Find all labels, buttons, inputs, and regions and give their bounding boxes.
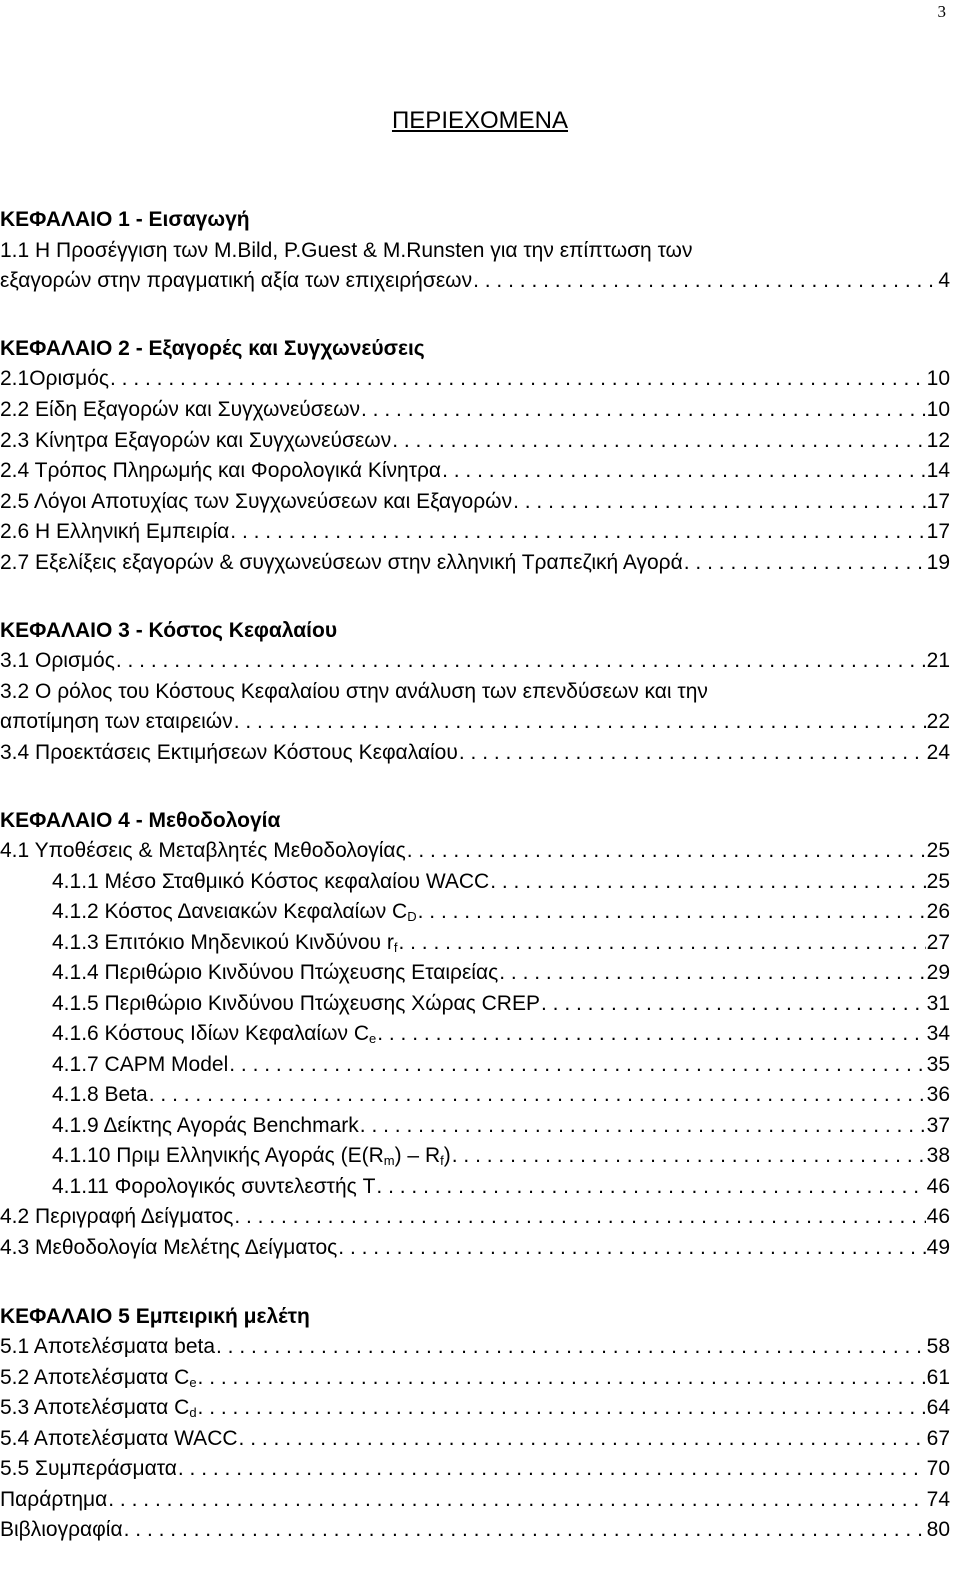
toc-entry-label: Βιβλιογραφία	[0, 1518, 123, 1541]
dot-leader	[234, 707, 926, 737]
toc-entry-page: 64	[926, 1396, 950, 1419]
toc-entry[interactable]	[52, 897, 950, 927]
toc-entry-page: 10	[926, 367, 950, 390]
toc-entry-label: 4.1.2 Κόστος Δανειακών Κεφαλαίων $C_D$	[52, 900, 417, 924]
toc-entry-label: εξαγορών στην πραγματική αξία των επιχειρήσεων	[0, 269, 473, 292]
toc-entry-page: 67	[926, 1427, 950, 1450]
dot-leader	[198, 1363, 926, 1393]
toc-entry-page: 19	[926, 551, 950, 574]
toc-entry[interactable]	[52, 867, 950, 897]
toc-entry[interactable]	[52, 1019, 950, 1049]
dot-leader	[338, 1233, 925, 1263]
toc-entry-label: 3.2 Ο ρόλος του Κόστους Κεφαλαίου στην ανάλυση των επενδύσεων και την	[0, 680, 708, 703]
toc-entry[interactable]	[0, 836, 950, 866]
toc-entry-label: 4.1.4 Περιθώριο Κινδύνου Πτώχευσης Εταιρείας	[52, 961, 499, 984]
toc-entry-label: 4.1.7 CAPM Model	[52, 1053, 229, 1076]
toc-entry-page: 17	[926, 520, 950, 543]
toc-entry-label: 4.1.8 Beta	[52, 1083, 148, 1106]
toc-entry-label: 5.1 Αποτελέσματα beta	[0, 1335, 216, 1358]
toc-entry-label: 4.1.11 Φορολογικός συντελεστής T	[52, 1175, 376, 1198]
toc-entry-page: 34	[926, 1022, 950, 1045]
toc-entry-page: 22	[926, 710, 950, 733]
toc-entry-page: 31	[926, 992, 950, 1015]
dot-leader	[459, 738, 926, 768]
toc-entry[interactable]	[0, 426, 950, 456]
dot-leader	[124, 1515, 926, 1545]
toc-entry-label: 2.7 Εξελίξεις εξαγορών & συγχωνεύσεων στην ελληνική Τραπεζική Αγορά	[0, 551, 683, 574]
dot-leader	[452, 1141, 926, 1171]
toc-entry-page: 25	[926, 839, 950, 862]
toc-entry[interactable]	[0, 1515, 950, 1545]
toc-entry-label: 4.1.9 Δείκτης Αγοράς Benchmark	[52, 1114, 359, 1137]
toc-entry-label: 2.4 Τρόπος Πληρωμής και Φορολογικά Κίνητρα	[0, 459, 442, 482]
toc-entry-label: 4.1.6 Κόστους Ιδίων Κεφαλαίων $C_e$	[52, 1022, 377, 1046]
toc-entry[interactable]	[0, 236, 950, 266]
toc-entry[interactable]	[0, 266, 950, 296]
toc-entry[interactable]	[0, 1233, 950, 1263]
toc-entry[interactable]	[0, 1332, 950, 1362]
toc-entry[interactable]	[52, 1050, 950, 1080]
toc-entry[interactable]	[0, 738, 950, 768]
dot-leader	[230, 517, 925, 547]
toc-entry-page: 35	[926, 1053, 950, 1076]
toc-entry-label: 4.1.1 Μέσο Σταθμικό Κόστος κεφαλαίου WACC	[52, 870, 490, 893]
toc-entry-label: 2.3 Κίνητρα Εξαγορών και Συγχωνεύσεων	[0, 429, 392, 452]
toc-entry[interactable]	[0, 1202, 950, 1232]
toc-entry-label: 1.1 Η Προσέγγιση των M.Bild, P.Guest & M.Runsten για την επίπτωση των	[0, 239, 693, 262]
toc-entry-label: 4.1.3 Επιτόκιο Μηδενικού Κινδύνου $r_f$	[52, 931, 398, 955]
dot-leader	[513, 487, 926, 517]
toc-entry[interactable]	[52, 1111, 950, 1141]
toc-entry-page: 46	[926, 1205, 950, 1228]
toc-entry-page: 61	[926, 1366, 950, 1389]
subscript: D	[407, 909, 417, 924]
dot-leader	[442, 456, 926, 486]
chapter-heading-3: ΚΕΦΑΛΑΙΟ 3 - Κόστος Κεφαλαίου	[0, 619, 338, 642]
toc-entry-label: Παράρτημα	[0, 1488, 108, 1511]
dot-leader	[392, 426, 925, 456]
dot-leader	[178, 1454, 926, 1484]
subscript: f	[393, 940, 398, 955]
toc-entry-page: 46	[926, 1175, 950, 1198]
dot-leader	[407, 836, 926, 866]
chapter-heading-2: ΚΕΦΑΛΑΙΟ 2 - Εξαγορές και Συγχωνεύσεις	[0, 337, 425, 360]
toc-entry[interactable]	[52, 989, 950, 1019]
dot-leader	[398, 928, 925, 958]
toc-entry-label: 5.3 Αποτελέσματα $C_d$	[0, 1396, 197, 1420]
toc-entry[interactable]	[0, 456, 950, 486]
toc-entry-label: 3.4 Προεκτάσεις Εκτιμήσεων Κόστους Κεφαλαίου	[0, 741, 458, 764]
toc-entry-label: 4.1.10 Πριμ Ελληνικής Αγοράς $(E(R_m) - R_f)$	[52, 1144, 451, 1168]
toc-entry-label: 4.2 Περιγραφή Δείγματος	[0, 1205, 234, 1228]
toc-entry-label: 4.1 Υποθέσεις & Μεταβλητές Μεθοδολογίας	[0, 839, 406, 862]
toc-entry-page: 37	[926, 1114, 950, 1137]
toc-entry[interactable]	[0, 364, 950, 394]
toc-entry[interactable]	[52, 1080, 950, 1110]
toc-entry-page: 38	[926, 1144, 950, 1167]
toc-entry-page: 10	[926, 398, 950, 421]
dot-leader	[360, 1111, 926, 1141]
toc-entry-page: 21	[926, 649, 950, 672]
toc-title: ΠΕΡΙΕΧΟΜΕΝΑ	[391, 107, 569, 134]
toc-entry[interactable]	[0, 1424, 950, 1454]
toc-entry-label: 2.5 Λόγοι Αποτυχίας των Συγχωνεύσεων και Εξαγορών	[0, 490, 513, 513]
toc-entry[interactable]	[0, 1454, 950, 1484]
toc-entry[interactable]	[52, 1172, 950, 1202]
toc-entry[interactable]	[0, 1393, 950, 1423]
dot-leader	[361, 395, 926, 425]
subscript: d	[189, 1405, 197, 1420]
subscript: f	[440, 1153, 444, 1168]
subscript: e	[189, 1375, 197, 1390]
subscript: e	[368, 1031, 377, 1046]
toc-entry-page: 12	[926, 429, 950, 452]
dot-leader	[490, 867, 925, 897]
toc-entry-page: 70	[926, 1457, 950, 1480]
toc-entry-label: 2.2 Είδη Εξαγορών και Συγχωνεύσεων	[0, 398, 361, 421]
toc-entry-label: 5.5 Συμπεράσματα	[0, 1457, 177, 1480]
dot-leader	[239, 1424, 926, 1454]
toc-entry[interactable]	[0, 517, 950, 547]
toc-entry-page: 58	[926, 1335, 950, 1358]
toc-entry-page: 14	[926, 459, 950, 482]
toc-entry[interactable]	[52, 958, 950, 988]
toc-entry-page: 80	[926, 1518, 950, 1541]
toc-entry[interactable]	[0, 548, 950, 578]
dot-leader	[116, 646, 926, 676]
toc-entry[interactable]	[52, 1141, 950, 1171]
toc-entry-page: 26	[926, 900, 950, 923]
dot-leader	[234, 1202, 925, 1232]
chapter-heading-5: ΚΕΦΑΛΑΙΟ 5 Εμπειρική μελέτη	[0, 1305, 310, 1328]
page-number: 3	[937, 2, 946, 21]
toc-entry-label: 5.2 Αποτελέσματα $C_e$	[0, 1366, 197, 1390]
toc-entry-page: 74	[926, 1488, 950, 1511]
dot-leader	[229, 1050, 925, 1080]
dot-leader	[198, 1393, 926, 1423]
toc-entry-label: 3.1 Ορισμός	[0, 649, 115, 672]
toc-entry[interactable]	[0, 707, 950, 737]
dot-leader	[108, 1485, 925, 1515]
chapter-heading-4: ΚΕΦΑΛΑΙΟ 4 - Μεθοδολογία	[0, 809, 281, 832]
toc-entry-page: 4	[938, 269, 950, 292]
dot-leader	[684, 548, 926, 578]
toc-entry[interactable]	[0, 646, 950, 676]
dot-leader	[216, 1332, 926, 1362]
toc-entry-label: 5.4 Αποτελέσματα WACC	[0, 1427, 238, 1450]
subscript: m	[383, 1153, 395, 1168]
dot-leader	[149, 1080, 926, 1110]
toc-entry[interactable]	[0, 1363, 950, 1393]
dot-leader	[499, 958, 925, 988]
toc-entry-label: 2.1Ορισμός	[0, 367, 109, 390]
toc-entry[interactable]	[0, 487, 950, 517]
toc-entry-page: 49	[926, 1236, 950, 1259]
toc-entry-label: 4.1.5 Περιθώριο Κινδύνου Πτώχευσης Χώρας CREP	[52, 992, 540, 1015]
toc-entry-page: 29	[926, 961, 950, 984]
toc-entry-label: 2.6 Η Ελληνική Εμπειρία	[0, 520, 230, 543]
toc-entry[interactable]	[0, 1485, 950, 1515]
dot-leader	[473, 266, 937, 296]
toc-entry[interactable]	[0, 677, 950, 707]
toc-entry-page: 24	[926, 741, 950, 764]
dot-leader	[377, 1019, 925, 1049]
toc-entry-label: 4.3 Μεθοδολογία Μελέτης Δείγματος	[0, 1236, 338, 1259]
toc-entry[interactable]	[0, 395, 950, 425]
chapter-heading-1: ΚΕΦΑΛΑΙΟ 1 - Εισαγωγή	[0, 208, 250, 231]
dot-leader	[376, 1172, 925, 1202]
dot-leader	[418, 897, 926, 927]
toc-entry-page: 27	[926, 931, 950, 954]
toc-entry-page: 36	[926, 1083, 950, 1106]
toc-entry-page: 25	[926, 870, 950, 893]
dot-leader	[541, 989, 926, 1019]
toc-entry-page: 17	[926, 490, 950, 513]
toc-entry-label: αποτίμηση των εταιρειών	[0, 710, 233, 733]
dot-leader	[110, 364, 926, 394]
toc-entry[interactable]	[52, 928, 950, 958]
